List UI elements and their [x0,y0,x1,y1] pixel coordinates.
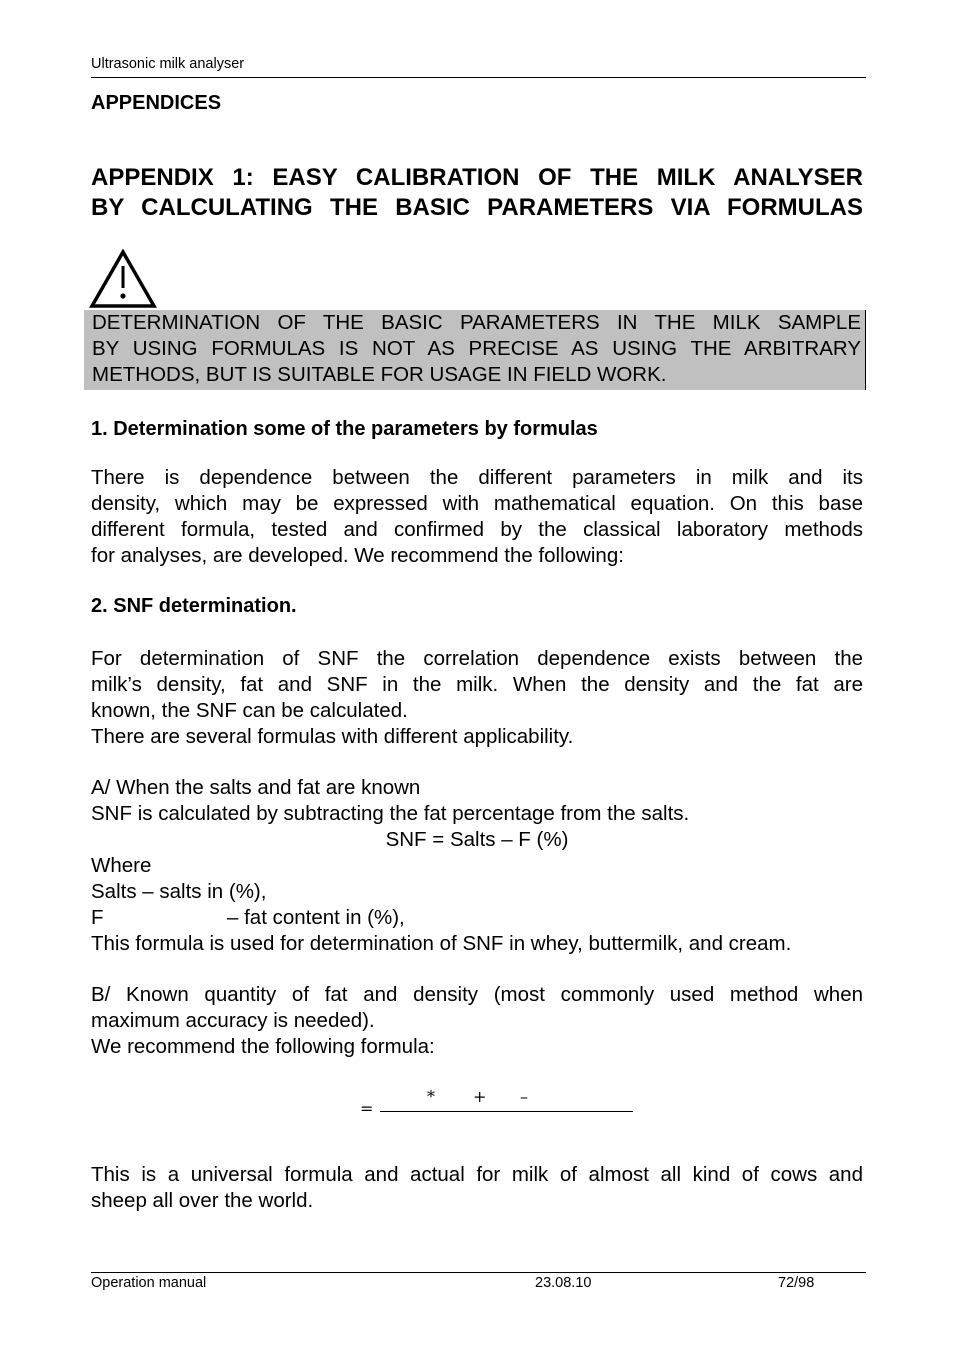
fat-definition: – fat content in (%), [227,906,405,929]
running-header: Ultrasonic milk analyser [91,56,245,72]
body-line: different formula, tested and confirmed by the classical laboratory methods [91,518,863,541]
definition-salts: Salts – salts in (%), [91,880,267,903]
formula-minus: – [520,1087,528,1106]
footer-page-number: 72/98 [778,1275,815,1291]
section-title: APPENDICES [91,92,222,114]
formula-plus: + [473,1087,487,1106]
body-line: For determination of SNF the correlation dependence exists between the [91,647,863,670]
footer-document-name: Operation manual [91,1275,207,1291]
closing-paragraph [91,1162,863,1214]
case-a [91,775,863,957]
appendix-title [91,163,863,223]
formula-equals: = [360,1099,374,1118]
section-1-heading: 1. Determination some of the parameters by formulas [91,418,598,440]
section-1-body [91,465,863,569]
footer-divider [91,1272,866,1273]
body-line: milk’s density, fat and SNF in the milk. When the density and the fat are [91,673,863,696]
body-line: B/ Known quantity of fat and density (most commonly used method when [91,983,863,1006]
footer-date: 23.08.10 [535,1275,592,1291]
warning-line-1: DETERMINATION OF THE BASIC PARAMETERS IN THE MILK SAMPLE [92,311,861,334]
case-b [91,982,863,1060]
case-a-description: SNF is calculated by subtracting the fat percentage from the salts. [91,802,690,825]
warning-triangle-icon [89,249,157,309]
formula-multiply: * [427,1087,435,1106]
body-line: This is a universal formula and actual for milk of almost all kind of cows and [91,1163,863,1186]
section-2-heading: 2. SNF determination. [91,595,297,617]
warning-line-2: BY USING FORMULAS IS NOT AS PRECISE AS USING THE ARBITRARY [92,337,861,360]
body-line: known, the SNF can be calculated. [91,699,408,722]
body-line: There are several formulas with different applicability. [91,725,574,748]
where-label: Where [91,854,152,877]
appendix-title-line-2: BY CALCULATING THE BASIC PARAMETERS VIA FORMULAS [91,194,863,221]
fat-symbol: F [91,906,104,929]
warning-notice [84,310,866,390]
body-line: sheep all over the world. [91,1189,314,1212]
warning-line-3: METHODS, BUT IS SUITABLE FOR USAGE IN FIELD WORK. [92,363,667,386]
formula-fraction-bar [380,1111,633,1112]
case-a-title: A/ When the salts and fat are known [91,776,421,799]
appendix-title-line-1: APPENDIX 1: EASY CALIBRATION OF THE MILK ANALYSER [91,164,863,191]
body-line: for analyses, are developed. We recommend the following: [91,544,624,567]
snf-density-formula [360,1087,640,1121]
case-a-usage: This formula is used for determination of SNF in whey, buttermilk, and cream. [91,932,792,955]
body-line: maximum accuracy is needed). [91,1009,375,1032]
header-divider [91,77,866,78]
snf-formula: SNF = Salts – F (%) [385,828,569,851]
recommend-line: We recommend the following formula: [91,1035,435,1058]
body-line: There is dependence between the different parameters in milk and its [91,466,863,489]
body-line: density, which may be expressed with mathematical equation. On this base [91,492,863,515]
definition-fat [91,905,863,931]
section-2-body [91,646,863,750]
